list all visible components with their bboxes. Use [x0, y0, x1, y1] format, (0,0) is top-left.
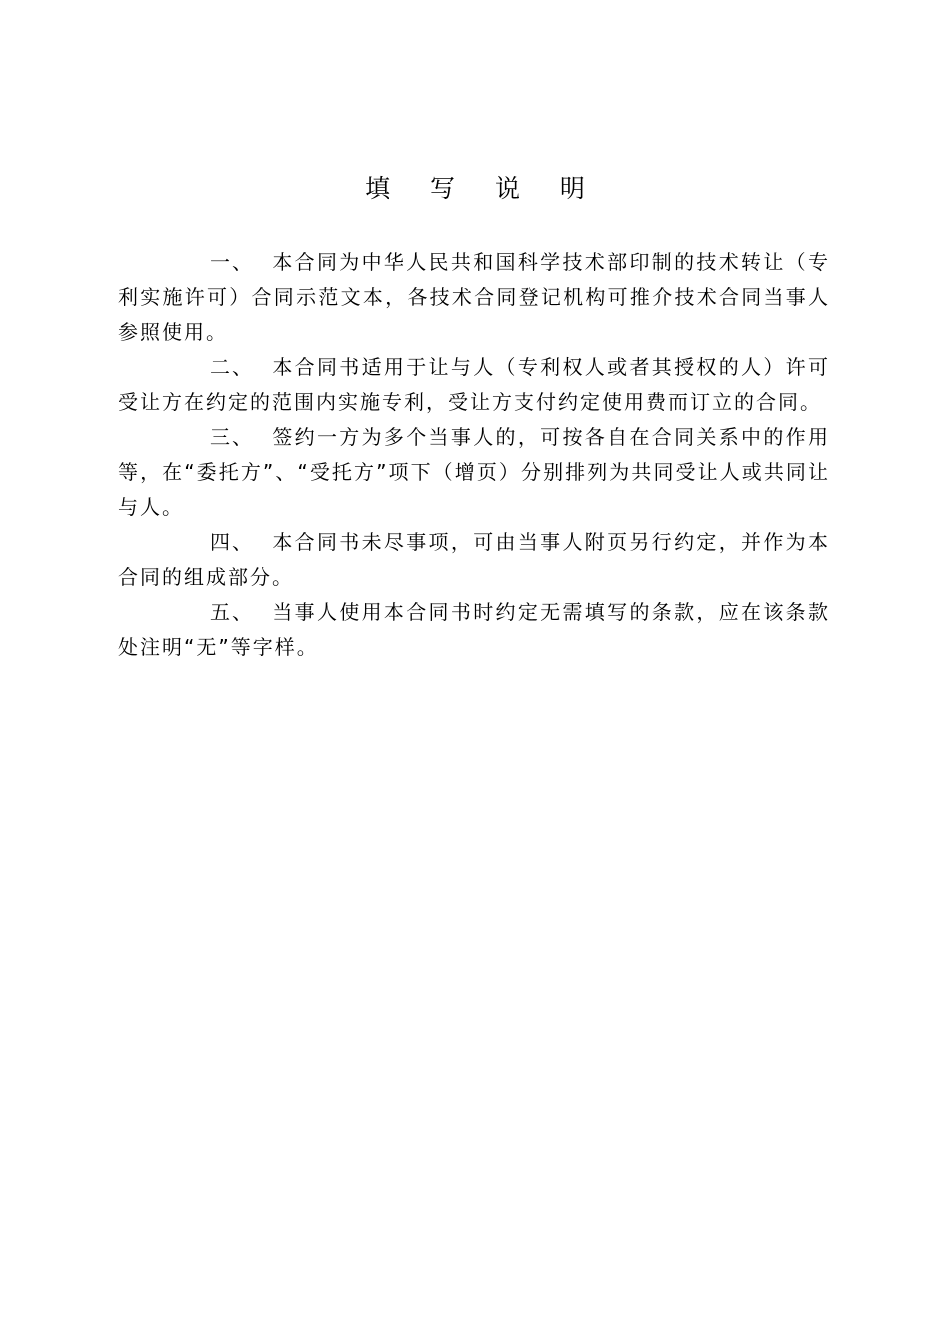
item-text: 本合同书未尽事项，可由当事人附页另行约定，并作为本合同的组成部分。 [118, 530, 830, 589]
item-number: 二、 [210, 355, 254, 379]
instruction-item-1 [118, 245, 830, 350]
instruction-item-4 [118, 525, 830, 595]
item-text: 本合同书适用于让与人（专利权人或者其授权的人）许可受让方在约定的范围内实施专利，受让方支付约定使用费而订立的合同。 [118, 355, 830, 414]
instruction-item-3 [118, 420, 830, 525]
item-number: 三、 [210, 425, 254, 449]
instructions-list [118, 245, 830, 665]
item-number: 五、 [210, 600, 254, 624]
item-number: 一、 [210, 250, 254, 274]
item-text: 本合同为中华人民共和国科学技术部印制的技术转让（专利实施许可）合同示范文本，各技术合同登记机构可推介技术合同当事人参照使用。 [118, 250, 830, 344]
page-title: 填 写 说 明 [365, 174, 601, 203]
item-text: 签约一方为多个当事人的，可按各自在合同关系中的作用等，在“委托方”、“受托方”项下（增页）分别排列为共同受让人或共同让与人。 [118, 425, 830, 519]
instruction-item-5 [118, 595, 830, 665]
item-number: 四、 [210, 530, 254, 554]
item-text: 当事人使用本合同书时约定无需填写的条款，应在该条款处注明“无”等字样。 [118, 600, 830, 659]
instruction-item-2 [118, 350, 830, 420]
